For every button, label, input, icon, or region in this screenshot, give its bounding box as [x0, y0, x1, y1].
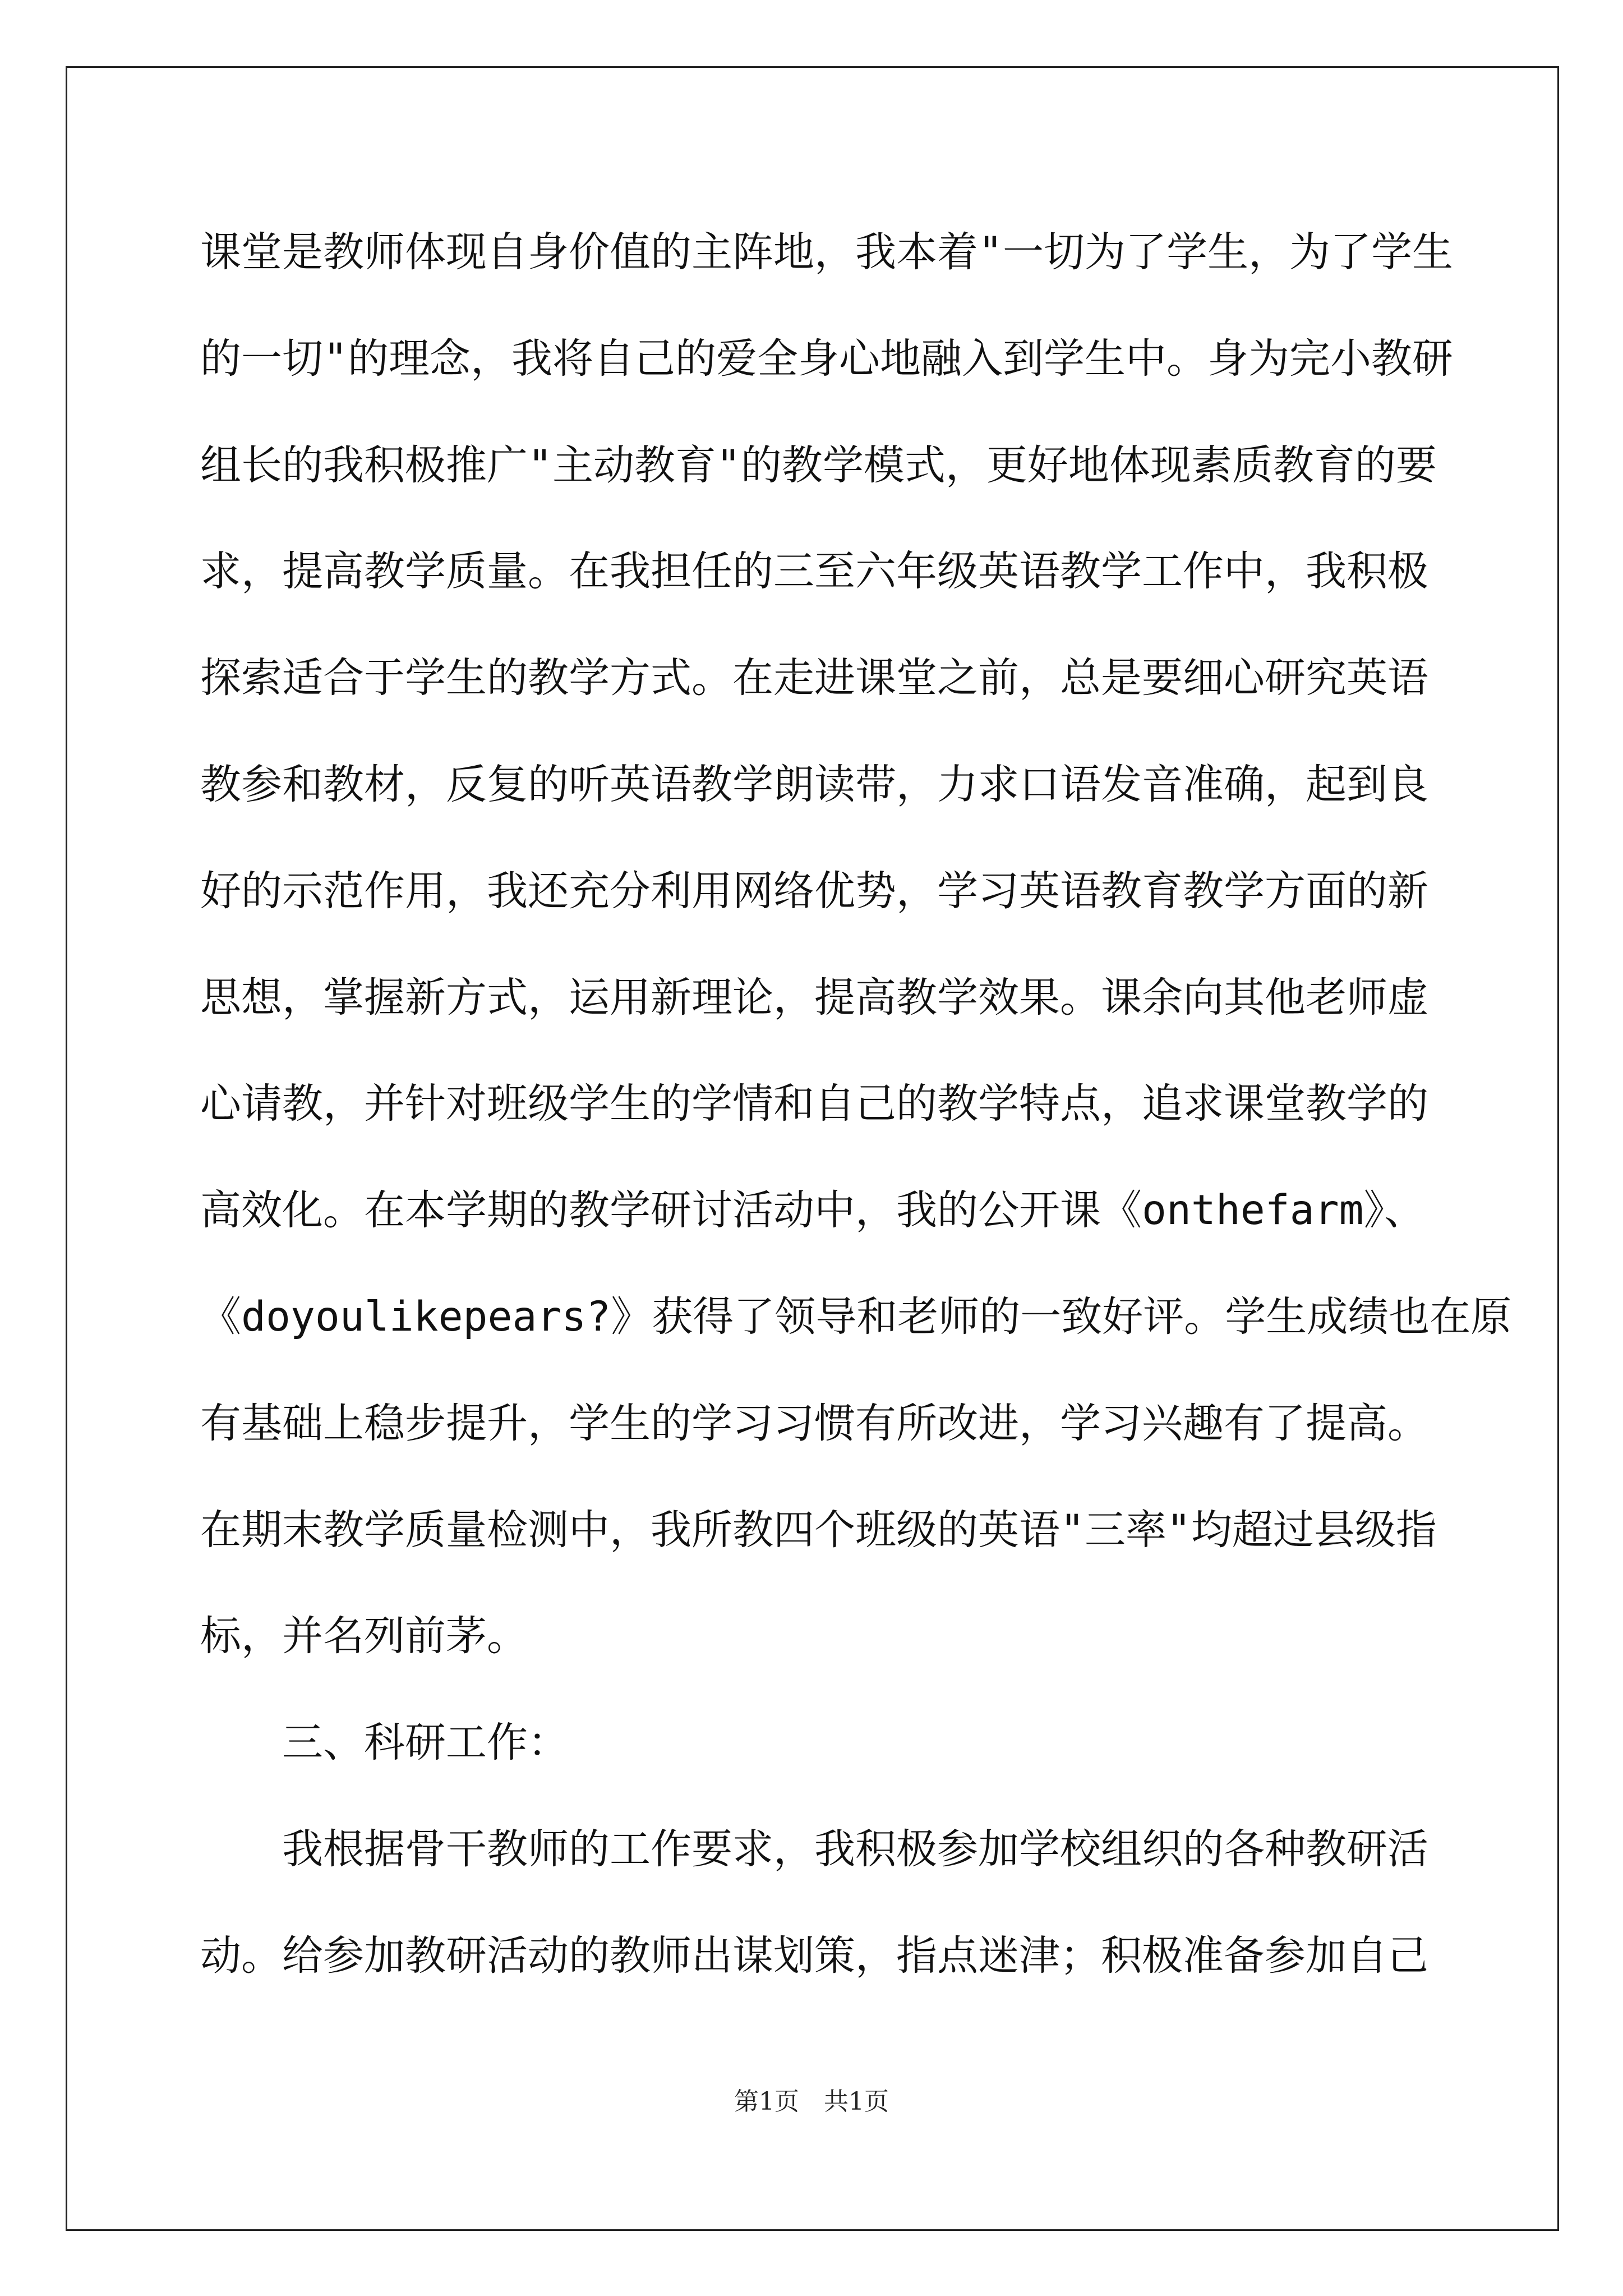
text-line: 探索适合于学生的教学方式。在走进课堂之前，总是要细心研究英语: [200, 654, 1428, 702]
text-line: 标，并名列前茅。: [200, 1612, 528, 1660]
text-line: 有基础上稳步提升，学生的学习习惯有所改进，学习兴趣有了提高。: [200, 1400, 1428, 1447]
text-line: 的一切"的理念，我将自己的爱全身心地融入到学生中。身为完小教研: [200, 335, 1453, 383]
text-line: 高效化。在本学期的教学研讨活动中，我的公开课《onthefarm》、: [200, 1186, 1426, 1234]
text-line: 好的示范作用，我还充分利用网络优势，学习英语教育教学方面的新: [200, 867, 1428, 915]
text-line: 我根据骨干教师的工作要求，我积极参加学校组织的各种教研活: [282, 1825, 1428, 1873]
text-line: 思想，掌握新方式，运用新理论，提高教学效果。课余向其他老师虚: [200, 974, 1428, 1022]
text-line: 课堂是教师体现自身价值的主阵地，我本着"一切为了学生，为了学生: [200, 228, 1453, 276]
text-line: 动。给参加教研活动的教师出谋划策，指点迷津；积极准备参加自己: [200, 1932, 1428, 1980]
text-line: 求，提高教学质量。在我担任的三至六年级英语教学工作中，我积极: [200, 547, 1428, 595]
text-line: 在期末教学质量检测中，我所教四个班级的英语"三率"均超过县级指: [200, 1506, 1437, 1554]
page-number: 第1页 共1页: [734, 2087, 889, 2116]
section-heading: 三、科研工作：: [282, 1719, 569, 1766]
text-line: 教参和教材，反复的听英语教学朗读带，力求口语发音准确，起到良: [200, 761, 1428, 808]
page-border: [66, 66, 1559, 2231]
text-line: 《doyoulikepears?》获得了领导和老师的一致好评。学生成绩也在原: [200, 1293, 1512, 1341]
text-line: 心请教，并针对班级学生的学情和自己的教学特点，追求课堂教学的: [200, 1080, 1428, 1128]
text-line: 组长的我积极推广"主动教育"的教学模式，更好地体现素质教育的要: [200, 441, 1437, 489]
